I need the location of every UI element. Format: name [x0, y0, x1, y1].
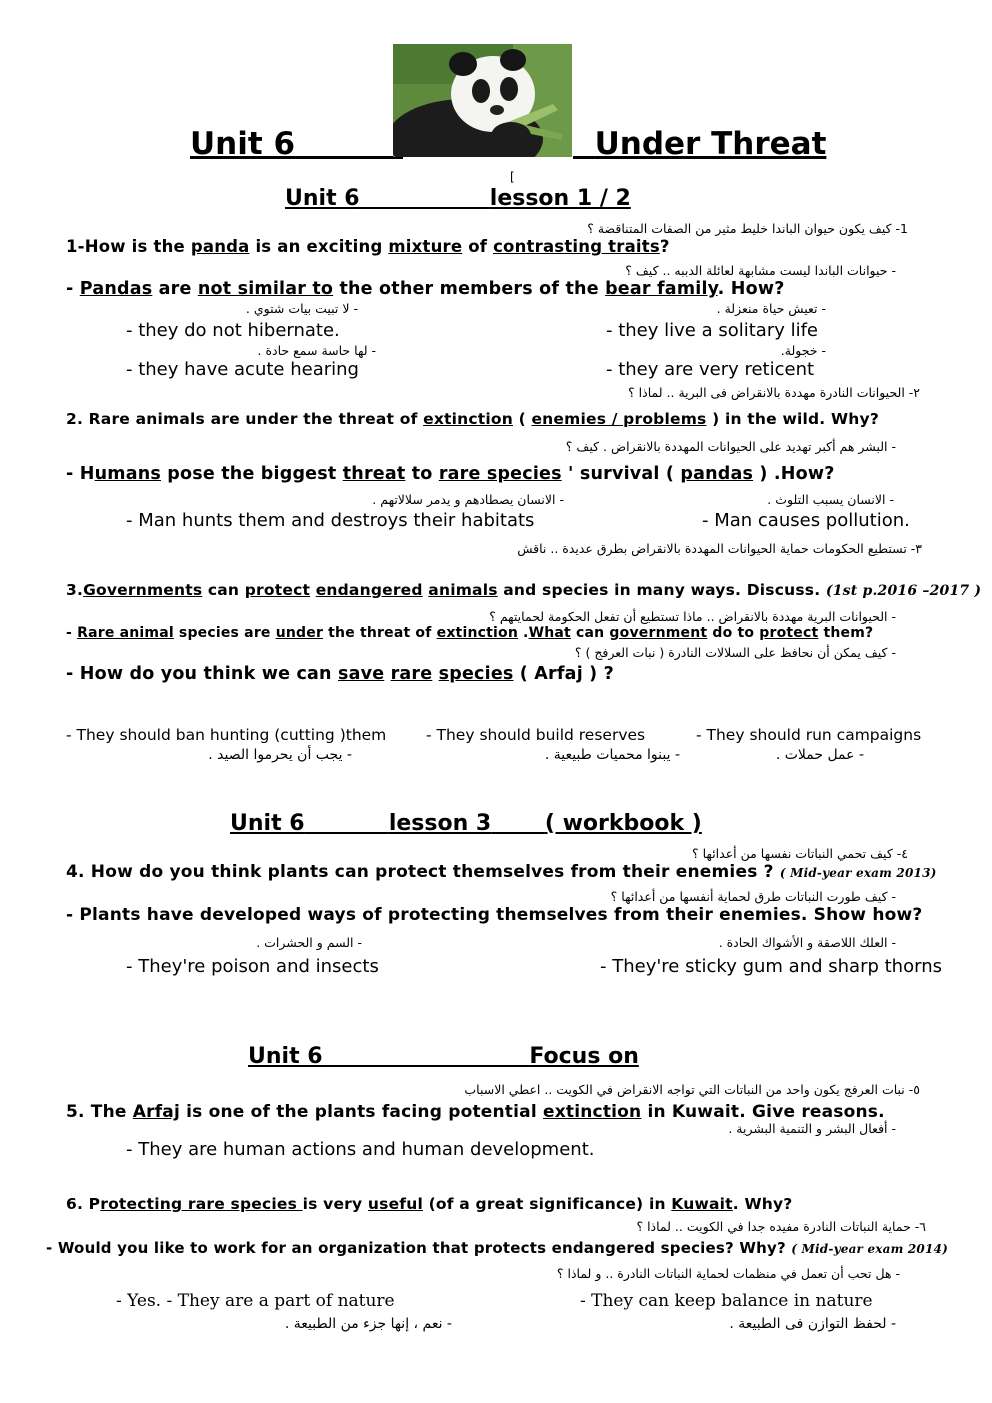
q5-answer: - They are human actions and human development.: [126, 1139, 595, 1160]
s6: - Would you like to work for an organization that protects endangered species? Why? ( Mid-year exam 2014): [46, 1239, 948, 1257]
answer-sticky-gum: - They're sticky gum and sharp thorns: [600, 956, 942, 977]
lesson3-unit: Unit 6: [230, 811, 305, 836]
unit-title: [190, 126, 403, 162]
s6-source: ( Mid-year exam 2014): [791, 1242, 948, 1256]
lesson12-unit: Unit 6: [285, 186, 360, 211]
answer-poison: - They're poison and insects: [126, 956, 379, 977]
lesson3-workbook: ( workbook ): [544, 811, 702, 836]
a3-arabic: - خجولة.: [780, 343, 826, 358]
s5: - Plants have developed ways of protecting themselves from their enemies. Show how?: [66, 905, 923, 925]
answer-pollution: - Man causes pollution.: [702, 510, 910, 531]
s2: - Humans pose the biggest threat to rare species ' survival ( pandas ) .How?: [66, 464, 835, 484]
lesson12-label: lesson 1 / 2: [489, 186, 631, 211]
answer-reticent: - they are very reticent: [606, 359, 815, 380]
q5: 5. The Arfaj is one of the plants facing potential extinction in Kuwait. Give reasons.: [66, 1102, 885, 1122]
s3: - Rare animal species are under the threat of extinction .What can government do to protect them?: [66, 625, 874, 641]
unit-label: Unit 6: [190, 126, 296, 162]
b1-arabic: - الانسان يسبب التلوث .: [767, 492, 894, 507]
q3: 3.Governments can protect endangered animals and species in many ways. Discuss. (1st p.2016 –2017 ): [66, 581, 982, 599]
q1: 1-How is the panda is an exciting mixture of contrasting traits?: [66, 237, 670, 256]
c3-arabic: - عمل حملات .: [775, 747, 864, 763]
q5-answer-arabic: - أفعال البشر و التنمية البشرية .: [728, 1121, 896, 1136]
s1: - Pandas are not similar to the other members of the bear family. How?: [66, 279, 785, 299]
s4-arabic: - كيف يمكن أن نحافظ على السلالات النادرة ( نبات العرفج ) ؟: [574, 645, 896, 660]
answer-campaigns: - They should run campaigns: [696, 726, 922, 744]
e1-arabic: - نعم ، إنها جزء من الطبيعة .: [284, 1316, 452, 1332]
s5-arabic: - كيف طورت النباتات طرق لحماية أنفسها من أعدائها ؟: [610, 889, 896, 904]
answer-hearing: - they have acute hearing: [126, 359, 359, 380]
unit-heading-label: Under Threat: [594, 126, 827, 162]
q3-source: (1st p.2016 –2017 ): [825, 583, 982, 599]
answer-keep-balance: - They can keep balance in nature: [580, 1291, 873, 1311]
s2-arabic: - البشر هم أكبر تهديد على الحيوانات المهددة بالانقراض . كيف ؟: [565, 439, 896, 454]
answer-solitary: - they live a solitary life: [606, 320, 819, 341]
answer-reserves: - They should build reserves: [426, 726, 646, 744]
a2-arabic: - لا تبيت بيات شتوي .: [245, 301, 358, 316]
e2-arabic: - لحفظ التوازن فى الطبيعة .: [729, 1316, 896, 1332]
q4-arabic: ٤- كيف تحمي النباتات نفسها من أعدائها ؟: [692, 846, 908, 861]
answer-hibernate: - they do not hibernate.: [126, 320, 340, 341]
d2-arabic: - السم و الحشرات .: [256, 935, 362, 950]
answer-hunts: - Man hunts them and destroys their habitats: [126, 510, 535, 531]
focus-heading: [248, 1044, 639, 1069]
b2-arabic: - الانسان يصطادهم و يدمر سلالاتهم .: [372, 492, 564, 507]
answer-ban-hunting: - They should ban hunting (cutting )them: [66, 726, 387, 744]
bracket-mark: [: [510, 170, 515, 184]
s3-arabic: - الحيوانات البرية مهددة بالانقراض .. ماذا تستطيع أن تفعل الحكومة لحمايتهم ؟: [489, 609, 896, 624]
lesson3-label: lesson 3: [388, 811, 492, 836]
lesson3-heading: [230, 811, 702, 836]
s4: - How do you think we can save rare species ( Arfaj ) ?: [66, 664, 615, 684]
q6-arabic: ٦- حماية النباتات النادرة مفيده جدا في الكويت .. لماذا ؟: [636, 1219, 926, 1234]
answer-part-of-nature: - Yes. - They are a part of nature: [116, 1291, 395, 1311]
q6: 6. Protecting rare species is very useful (of a great significance) in Kuwait. Why?: [66, 1195, 793, 1213]
q2-arabic: ٢- الحيوانات النادرة مهددة بالانقراض فى البرية .. لماذا ؟: [628, 385, 920, 400]
lesson12-heading: [285, 186, 631, 211]
q1-arabic: 1- كيف يكون حيوان الباندا خليط مثير من الصفات المتناقضة ؟: [587, 221, 908, 236]
q3-arabic: ٣- تستطيع الحكومات حماية الحيوانات المهددة بالانقراض بطرق عديدة .. ناقش: [517, 541, 922, 556]
focus-label: Focus on: [529, 1044, 639, 1069]
a1-arabic: - تعيش حياة منعزلة .: [716, 301, 826, 316]
c1-arabic: - يجب أن يحرموا الصيد .: [208, 747, 352, 763]
s6-arabic: - هل تحب أن تعمل في منظمات لحماية النباتات النادرة .. و لماذا ؟: [556, 1266, 900, 1281]
d1-arabic: - العلك اللاصقة و الأشواك الحادة .: [718, 935, 896, 950]
q4: 4. How do you think plants can protect themselves from their enemies ? ( Mid-year exam 2013): [66, 862, 937, 882]
panda-photo: [393, 44, 572, 157]
focus-unit: Unit 6: [248, 1044, 323, 1069]
q4-source: ( Mid-year exam 2013): [779, 866, 937, 880]
s1-arabic: - حيوانات الباندا ليست مشابهة لعائلة الدببه .. كيف ؟: [625, 263, 896, 278]
unit-heading-threat: [573, 126, 826, 162]
a4-arabic: - لها حاسة سمع حادة .: [257, 343, 376, 358]
q5-arabic: ٥- نبات العرفج يكون واحد من النباتات التي تواجه الانقراض في الكويت .. اعطي الاسباب: [464, 1082, 920, 1097]
c2-arabic: - يبنوا محميات طبيعية .: [544, 747, 680, 763]
q2: 2. Rare animals are under the threat of extinction ( enemies / problems ) in the wild. Why?: [66, 410, 880, 428]
